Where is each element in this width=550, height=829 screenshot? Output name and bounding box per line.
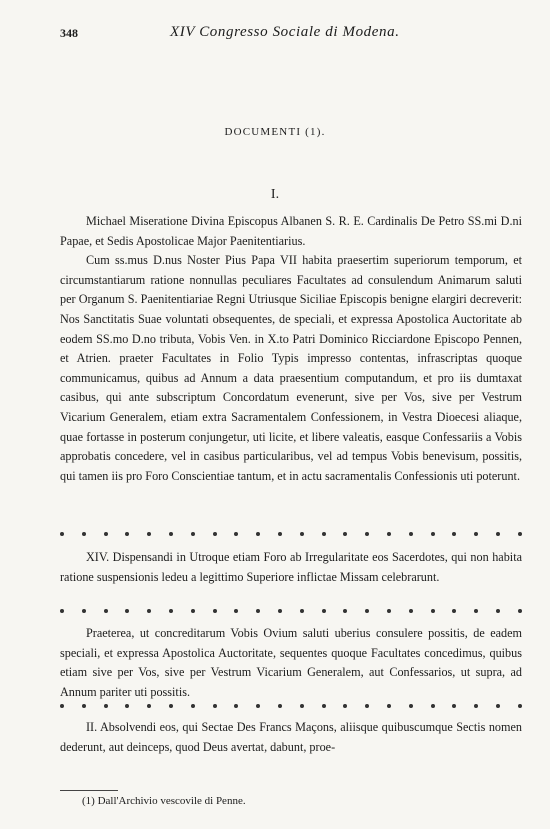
ellipsis-divider [60, 532, 522, 536]
section-heading: DOCUMENTI (1). [224, 126, 326, 138]
running-title: XIV Congresso Sociale di Modena. [170, 24, 400, 40]
article-xiv-text: XIV. Dispensandi in Utroque etiam Foro ab Irregularitate eos Sacerdotes, qui non habita ratione suspensionis ledeu a legittimo Superiore inflictae Missam celebrarunt. [60, 550, 522, 584]
main-paragraph: Cum ss.mus D.nus Noster Pius Papa VII habita praesertim superiorum temporum, et circumstantiarum ratione nonnullas peculiares Facultates ad consulendum Animarum saluti per Organum S. Paenitentiariae Regni Utriusque Siciliae Episcopis benigne elargiri decreverit: Nos Sanctitatis Suae voluntati obsequentes, de speciali, et expressa Apostolica Auctoritate ab eodem SS.mo D.no tributa, Vobis Ven. in X.to Patri Dominico Ricciardone Episcopo Pennen, et Atrien. praeter Facultates in Folio Typis impresso contentas, infrascriptas quoque communicamus, quibus ad Annum a data praesentium computandum, et pro iis dumtaxat casibus, qui ante subscriptum Concordatum evenerunt, sive per Vos, sive per Vestrum Vicarium Generalem, etiam extra Sacramentalem Confessionem, in Vestra Dioecesi aliaque, quae fortasse in posterum conjungetur, uti licite, et libere valeatis, easque Confessariis a Vobis approbatis concedere, vel in casibus particularibus, vel ad tempus Vobis benevisum, possitis, qui tamen iis pro Foro Conscientiae tantum, et in actu sacramentalis Confessionis uti poterunt. [60, 253, 522, 483]
praeterea-text: Praeterea, ut concreditarum Vobis Ovium saluti uberius consulere possitis, de eadem speciali, et expressa Apostolica Auctoritate, sequentes quoque Facultates concedimus, quibus etiam sive per Vos, sive per Vestrum Vicarium Generalem, aut Confessarios, ut supra, ad Annum pariter uti possitis. [60, 626, 522, 699]
intro-paragraph: Michael Miseratione Divina Episcopus Albanen S. R. E. Cardinalis De Petro SS.mi D.ni Papae, et Sedis Apostolicae Major Paenitentiarius. [60, 214, 522, 248]
article-xiv [60, 548, 522, 587]
section-numeral: I. [270, 187, 280, 202]
ellipsis-divider [60, 609, 522, 613]
article-ii [60, 718, 522, 757]
ellipsis-divider [60, 704, 522, 708]
footnote: (1) Dall'Archivio vescovile di Penne. [82, 795, 246, 807]
footnote-rule [60, 790, 118, 791]
page-header [60, 26, 510, 46]
body-text [60, 212, 522, 486]
article-ii-text: II. Absolvendi eos, qui Sectae Des Francs Maçons, aliisque quibuscumque Sectis nomen dederunt, aut deinceps, quod Deus avertat, dabunt, proe- [60, 720, 522, 754]
page-number: 348 [60, 26, 78, 40]
praeterea-paragraph [60, 624, 522, 702]
